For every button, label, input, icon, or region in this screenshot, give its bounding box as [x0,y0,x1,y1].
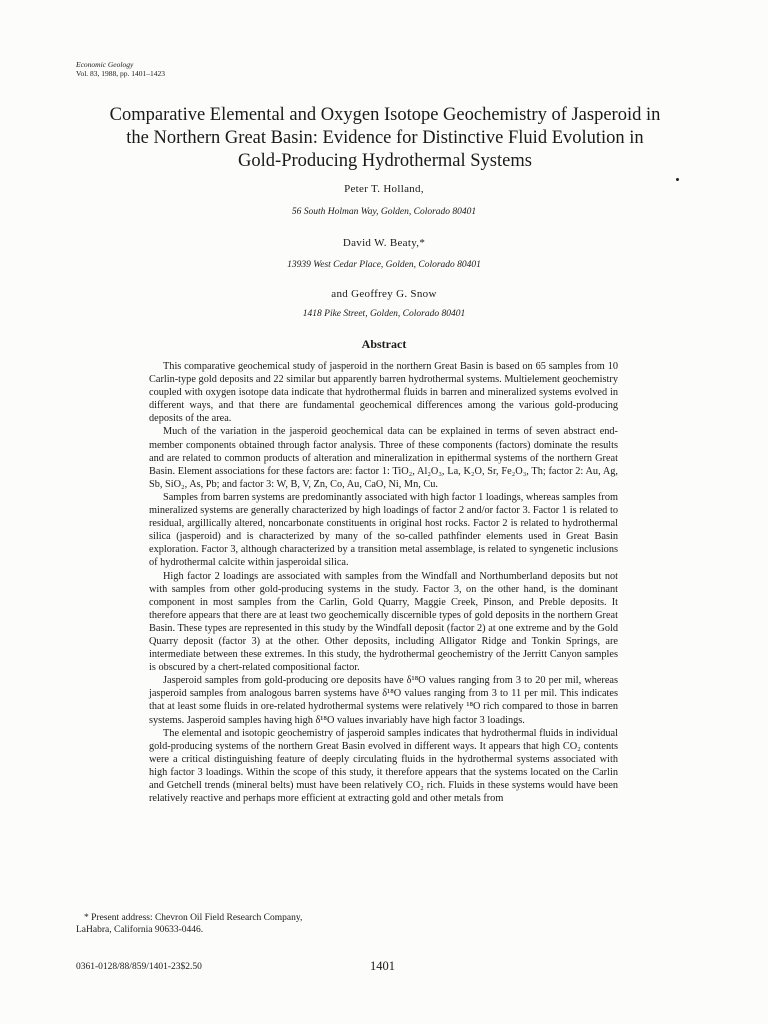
abstract-paragraph-6: The elemental and isotopic geochemistry of jasperoid samples indicates that hydrothermal fluids in individual gold-producing systems of the northern Great Basin evolved in different ways. It appears that high CO₂ contents were a critical distinguishing feature of deeply circulating fluids in the hydrothermal systems associated with high factor 3 loadings. Within the scope of this study, it therefore appears that the systems located on the Carlin and Getchell trends (mineral belts) must have been relatively CO₂ rich. Fluids in these systems would have been relatively reactive and perhaps more efficient at extracting gold and other metals from [149,727,618,805]
article-code: 0361-0128/88/859/1401-23$2.50 [76,962,202,972]
abstract-paragraph-4: High factor 2 loadings are associated with samples from the Windfall and Northumberland deposits but not with samples from other gold-producing systems in the study. Factor 3, on the other hand, is the dominant component in most samples from the Carlin, Gold Quarry, Maggie Creek, Pinson, and Preble deposits. It therefore appears that there are at least two geochemically discernible types of gold deposits in the northern Great Basin. These types are represented in this study by the Windfall deposit (factor 2) at one extreme and by the Gold Quarry deposit (factor 3) at the other. Other deposits, including Alligator Ridge and Tonkin Springs, are intermediate between these extremes. In this study, the hydrothermal geochemistry of the Jerritt Canyon samples is obscured by a chert-related compositional factor. [149,570,618,674]
journal-name: Economic Geology [76,60,134,69]
scan-speck [676,178,679,181]
author-address-3: 1418 Pike Street, Golden, Colorado 80401 [302,309,466,319]
journal-volume: Vol. 83, 1988, pp. 1401–1423 [76,69,166,78]
title-line-2: the Northern Great Basin: Evidence for Distinctive Fluid Evolution in [126,128,644,148]
author-address-2: 13939 West Cedar Place, Golden, Colorado 80401 [287,260,481,270]
paper-title [70,104,700,173]
footnote-line-2: LaHabra, California 90633-0446. [76,925,204,935]
title-line-3: Gold-Producing Hydrothermal Systems [238,151,532,171]
abstract-paragraph-1: This comparative geochemical study of jasperoid in the northern Great Basin is based on 65 samples from 10 Carlin-type gold deposits and 22 similar but apparently barren hydrothermal systems. Multielement geochemistry coupled with oxygen isotope data indicate that hydrothermal fluids in barren and mineralized systems evolved in different ways, and that there are fundamental geochemical differences among the various gold-producing deposits of the area. [149,361,618,425]
abstract-paragraph-3: Samples from barren systems are predominantly associated with high factor 1 loadings, whereas samples from mineralized systems are generally characterized by high loadings of factor 2 and/or factor 3. Factor 1 is related to residual, argillically altered, noncarbonate constituents in original host rocks. Factor 2 is related to hydrothermal silica (jasperoid) and is characterized by many of the so-called pathfinder elements used in Great Basin exploration. Factor 3, although characterized by a transition metal assemblage, is related to syngenetic inclusions of hydrothermal calcite within jasperoidal silica. [149,491,618,569]
footnote [76,912,516,936]
author-name-1: Peter T. Holland, [344,183,424,195]
page-number: 1401 [370,959,395,973]
title-line-1: Comparative Elemental and Oxygen Isotope Geochemistry of Jasperoid in [109,105,661,125]
journal-citation [76,60,165,78]
abstract-heading: Abstract [361,337,407,351]
author-address-1: 56 South Holman Way, Golden, Colorado 80401 [291,207,477,217]
abstract-paragraph-5: Jasperoid samples from gold-producing ore deposits have δ¹⁸O values ranging from 3 to 20 per mil, whereas jasperoid samples from analogous barren systems have δ¹⁸O values ranging from 3 to 11 per mil. This indicates that at least some fluids in ore-related hydrothermal systems were relatively ¹⁸O rich compared to those in barren systems. Jasperoid samples having high δ¹⁸O values invariably have high factor 3 loadings. [149,675,618,726]
abstract-paragraph-2: Much of the variation in the jasperoid geochemical data can be explained in terms of seven abstract end-member components obtained through factor analysis. Three of these components (factors) dominate the results and are related to common products of alteration and mineralization in epithermal systems of the northern Great Basin. Element associations for these factors are: factor 1: TiO₂, Al₂O₃, La, K₂O, Sr, Fe₂O₃, Th; factor 2: Au, Ag, Sb, SiO₂, As, Pb; and factor 3: W, B, V, Zn, Co, Au, CaO, Ni, Mn, Cu. [149,426,618,490]
abstract-body [149,360,618,805]
author-name-3: and Geoffrey G. Snow [331,288,437,300]
footnote-line-1: * Present address: Chevron Oil Field Research Company, [84,913,303,923]
author-name-2: David W. Beaty,* [342,237,426,249]
